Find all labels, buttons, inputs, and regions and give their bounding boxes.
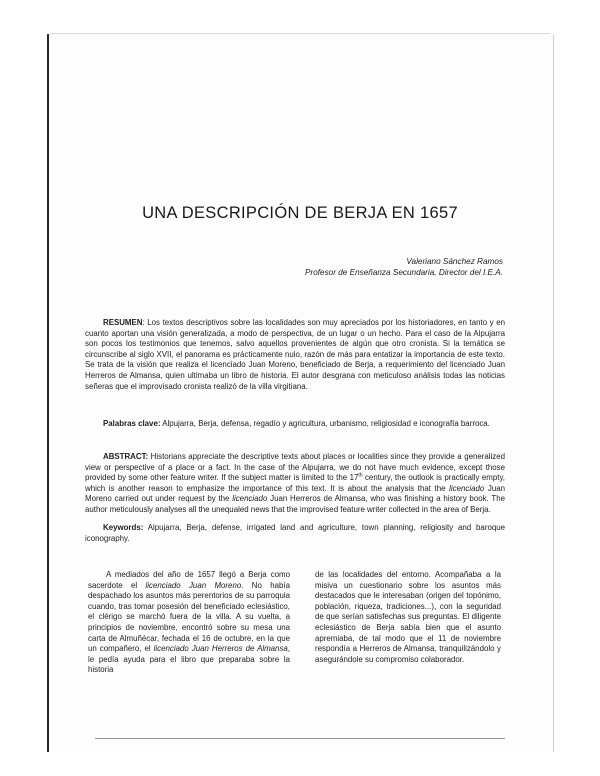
- author-name: Valeriano Sánchez Ramos: [406, 257, 503, 266]
- scan-edge-bottom: [95, 738, 505, 739]
- body-left-text-3: , le pedía ayuda para el libro que preparaba sobre la historia: [88, 644, 290, 675]
- keywords-text: Alpujarra, Berja, defense, irrigated land and agriculture, town planning, religiosity and baroque iconography.: [85, 523, 505, 543]
- resumen-label: RESUMEN: [103, 318, 143, 327]
- body-left-italic-1: licenciado Juan Moreno: [145, 580, 242, 590]
- resumen-text: : Los textos descriptivos sobre las localidades son muy apreciados por los historiadores, en tanto y en cuanto aportan una visión generalizada, a modo de perspectiva, de un lugar o un hecho. Para el caso de la Alpujarra son pocos los testimonios que tenemos, salvo aquellos provenientes de algún que otro cronista. Si la temática se circunscribe al siglo XVII, el panorama es prácticamente nulo, razón de más para entatizar la importancia de este texto. Se trata de la visión que realiza el licenciado Juan Moreno, beneficiado de Berja, a requerimiento del licenciado Juan Herreros de Almansa, quien ultimaba un libro de historia. El autor desgrana con meticuloso análisis todas las noticias señeras que el improvisado cronista realizó de la villa virgitiana.: [85, 318, 505, 391]
- body-left-text-1: A mediados del año de 1657 llegó a Berja como sacerdote el: [88, 570, 290, 590]
- abstract-text-4: Juan Herreros de Almansa, who was finishing a history book. The author meticulously analyses all the unequaled news that the improvised feature writer collected in the area of Berja.: [85, 494, 505, 514]
- author-block: [305, 256, 503, 278]
- abstract-text-2: century, the outlook is practically empty, which is another reason to emphasize the importance of this text. It is about the analysis that the: [85, 473, 506, 493]
- palabras-clave-label: Palabras clave:: [103, 419, 161, 428]
- author-affiliation: Profesor de Enseñanza Secundaria, Director del I.E.A.: [305, 268, 503, 277]
- body-column-right: [315, 570, 501, 665]
- body-left-text-2: . No había despachado los asuntos más perentorios de su parroquia cuando, tras tomar posesión del beneficiado eclesiástico, el clérigo se marchó fuera de la villa. A su vuelta, a principios de noviembre, encontró sobre su mesa una carta de Almuñécar, fechada el 16 de octubre, en la que un compañero, el: [88, 580, 290, 654]
- keywords-label: Keywords:: [103, 523, 144, 532]
- abstract-text-1: Historians appreciate the descriptive texts about places or localities since they provide a generalized view or perspective of a place or a fact. In the case of the Alpujarra, we do not have much evidence, except those provided by some other feature writer. If the subject matter is limited to the 17: [85, 452, 505, 483]
- body-column-left: [88, 570, 290, 676]
- abstract-superscript: th: [358, 472, 363, 479]
- abstract-label: ABSTRACT:: [103, 452, 149, 461]
- abstract-paragraph: [85, 452, 505, 516]
- palabras-clave-paragraph: [85, 419, 505, 430]
- abstract-italic-2: licenciado: [232, 494, 268, 504]
- body-left-italic-2: licenciado Juan Herreros de Almansa: [153, 644, 288, 654]
- body-right-text: de las localidades del entorno. Acompañaba a la misiva un cuestionario sobre los asuntos más destacados que le interesaban (origen del topónimo, población, riqueza, tradiciones...), con la seguridad de que serían satisfechas sus preguntas. El diligente eclesiástico de Berja sabía bien que el asunto apremiaba, de tal modo que el 11 de noviembre respondía a Herreros de Almansa, tranquilizándolo y asegurándole su compromiso colaborador.: [315, 570, 501, 664]
- article-title: UNA DESCRIPCIÓN DE BERJA EN 1657: [142, 204, 458, 222]
- palabras-clave-text: Alpujarra, Berja, defensa, regadío y agricultura, urbanismo, religiosidad e iconografía barroca.: [160, 419, 490, 428]
- abstract-italic-1: licenciado: [449, 483, 485, 493]
- keywords-paragraph: [85, 523, 505, 544]
- abstract-text-3: Juan Moreno carried out under request by the: [85, 483, 505, 504]
- resumen-paragraph: [85, 318, 505, 392]
